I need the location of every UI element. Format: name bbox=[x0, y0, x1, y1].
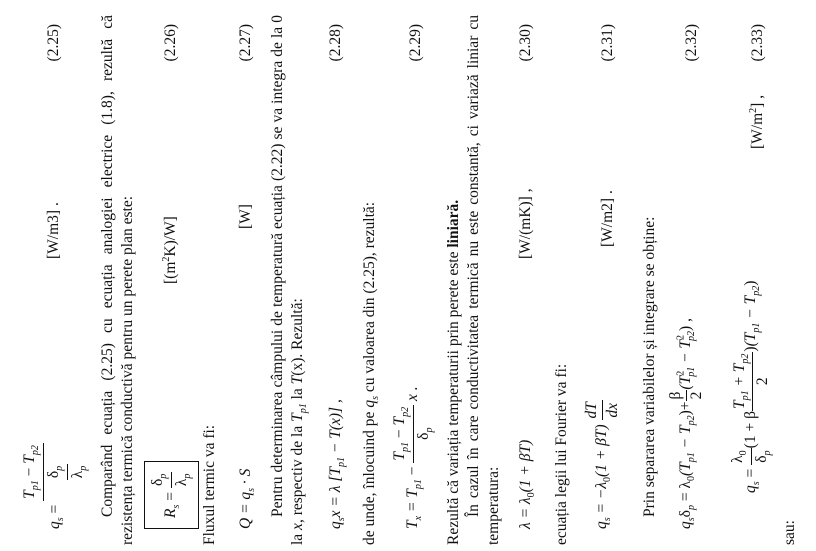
equation-2-33: sau: $q_s$ = $\lambda_0$ $\delta_p$ (1 + β $T_{p1} + T_{p2}$ 2 )$(T_{p1} - T_{p2})$ $[W/m^2]$ , (2.33) bbox=[729, 24, 798, 545]
paragraph-substitution: de unde, înlocuind pe $q_s$ cu valoarea din (2.25), rezultă: bbox=[361, 201, 382, 545]
equation-2-29: $T_x = T_{p1}$ − $T_{p1} - T_{p2}$ $\delta_p$ x . (2.29) bbox=[391, 24, 435, 529]
equation-2-32: $q_s\delta_p = \lambda_0(T_{p1} - T_{p2})+$ β 2 $(T^2_{p1} - T^2_{p2})$ , (2.32) bbox=[667, 24, 705, 529]
paragraph-flux: Fluxul termic va fi: bbox=[201, 424, 218, 545]
equation-number: (2.30) bbox=[517, 24, 534, 62]
equation-number: (2.26) bbox=[162, 24, 179, 62]
paragraph-field: Pentru determinarea câmpului de temperatură ecuația (2.22) se va integra de la 0 la x, respectiv de la $T_{p1}$ la T(x). Rezultă: bbox=[269, 15, 309, 545]
equation-number: (2.28) bbox=[327, 24, 344, 62]
equation-number: (2.32) bbox=[683, 24, 700, 62]
equation-2-27: $Q = q_s \cdot S$ [W] (2.27) bbox=[237, 24, 258, 529]
unit: $[(m^2K)/W]$ bbox=[161, 216, 180, 284]
unit: [W/m3] . bbox=[45, 202, 62, 259]
equation-number: (2.29) bbox=[407, 24, 424, 62]
equation-2-25: $q_s$ = $T_{p1} - T_{p2}$ $\delta_p$ $\lambda_p$ [W/m3] . (2.25) bbox=[21, 24, 89, 529]
unit: [W/m2] . bbox=[599, 190, 616, 247]
unit: [W] bbox=[237, 204, 254, 229]
unit: [W/(mK)] , bbox=[517, 188, 534, 259]
equation-2-31: $q_s = -\lambda_0(1 + \beta T)$ dT dx [W/m2] . (2.31) bbox=[583, 24, 621, 529]
paragraph-or: sau: bbox=[781, 520, 798, 545]
equation-number: (2.25) bbox=[45, 24, 62, 62]
equation-number: (2.31) bbox=[599, 24, 616, 62]
paragraph-separation: Prin separarea variabilelor și integrare se obține: bbox=[641, 216, 658, 517]
equation-number: (2.33) bbox=[749, 24, 766, 62]
paragraph-comparison: Comparând ecuația (2.25) cu ecuația analogiei electrice (1.8), rezultă că rezistența termică conductivă pentru un perete plan este: bbox=[99, 15, 136, 545]
paragraph-linear: Rezultă că variația temperaturii prin perete este liniară. În cazul în care conductivitatea termică nu este constantă, ci variază liniar cu temperatura: bbox=[445, 15, 502, 545]
equation-2-28: $q_sx = \lambda$ $[T_{p1} - T(x)]$ , (2.28) bbox=[327, 24, 348, 529]
equation-2-30: $\lambda = \lambda_0(1 + \beta T)$ [W/(mK)] , (2.30) bbox=[517, 24, 538, 529]
equation-2-26: $R_s$ = $\delta_p$ $\lambda_p$ $[(m^2K)/W]$ (2.26) bbox=[144, 24, 202, 529]
equation-number: (2.27) bbox=[237, 24, 254, 62]
paragraph-fourier: ecuația legii lui Fourier va fi: bbox=[553, 363, 570, 545]
unit: $[W/m^2]$ , bbox=[748, 94, 767, 149]
